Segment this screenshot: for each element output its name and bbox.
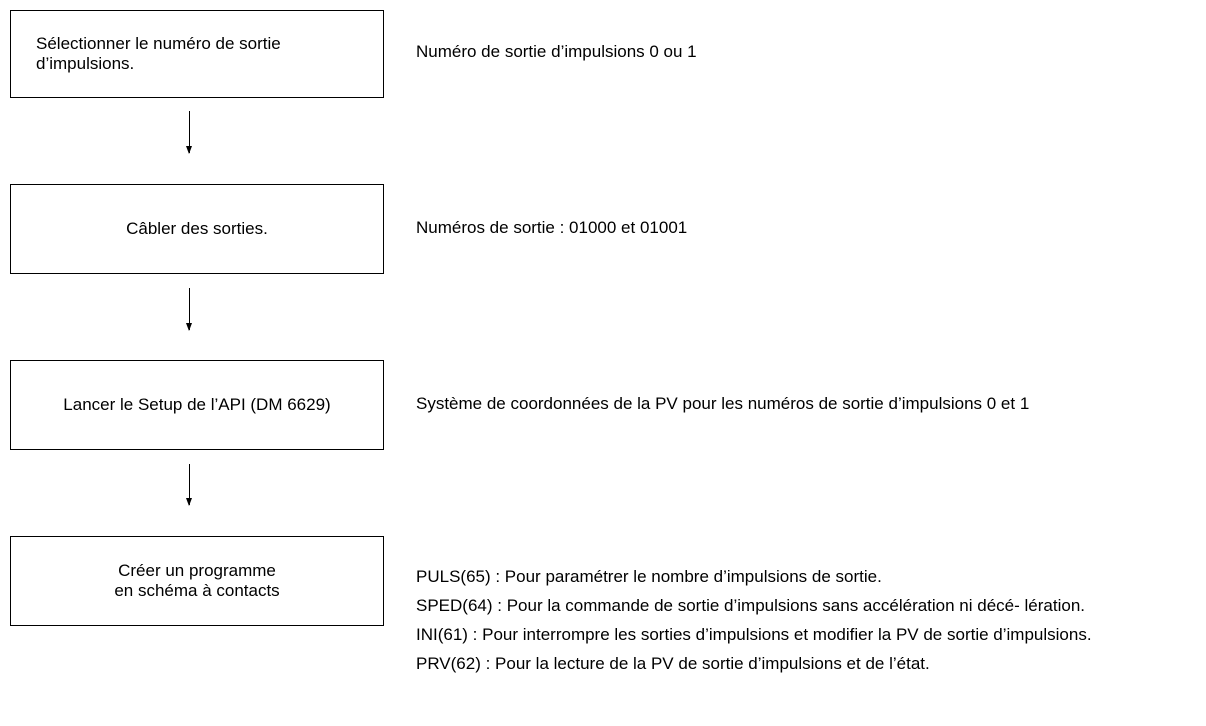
step-1-box	[10, 10, 384, 98]
step-3-description: Système de coordonnées de la PV pour les numéros de sortie d’impulsions 0 et 1	[416, 394, 1030, 413]
step-3-box	[10, 360, 384, 450]
note-prv: PRV(62) : Pour la lecture de la PV de sortie d’impulsions et de l’état.	[416, 654, 930, 673]
step-2-line-1: Câbler des sorties.	[126, 219, 268, 238]
step-3-line-1: Lancer le Setup de l’API (DM 6629)	[63, 395, 331, 414]
note-ini: INI(61) : Pour interrompre les sorties d’impulsions et modifier la PV de sortie d’impulsions.	[416, 625, 1092, 644]
arrow-3-to-4	[189, 464, 190, 505]
step-4-line-2: en schéma à contacts	[114, 581, 280, 600]
step-4-box	[10, 536, 384, 626]
note-puls: PULS(65) : Pour paramétrer le nombre d’impulsions de sortie.	[416, 567, 882, 586]
step-4-line-1: Créer un programme	[118, 561, 276, 580]
step-4-notes	[416, 566, 1191, 682]
step-2-box	[10, 184, 384, 274]
step-1-description: Numéro de sortie d’impulsions 0 ou 1	[416, 42, 697, 61]
step-1-line-1: Sélectionner le numéro de sortie	[36, 34, 281, 53]
arrow-2-to-3	[189, 288, 190, 330]
arrow-1-to-2	[189, 111, 190, 153]
note-sped: SPED(64) : Pour la commande de sortie d’impulsions sans accélération ni décé- lération.	[416, 596, 1085, 615]
step-1-line-2: d’impulsions.	[36, 54, 135, 73]
step-2-description: Numéros de sortie : 01000 et 01001	[416, 218, 688, 237]
